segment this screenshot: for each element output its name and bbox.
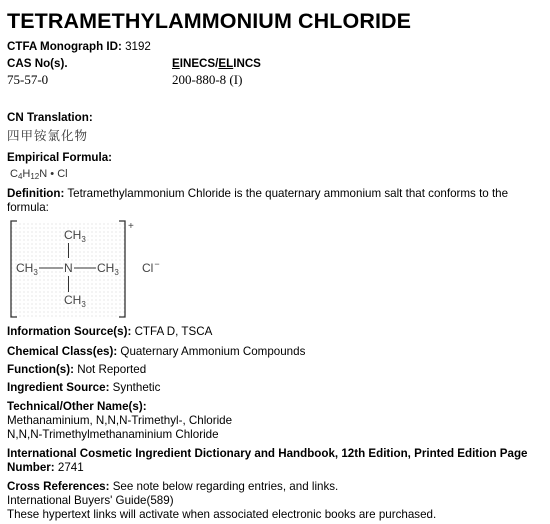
- left-methyl: $CH_3$: [16, 261, 38, 277]
- ingredient-source-row: [7, 381, 160, 395]
- cn-translation-label: CN Translation:: [7, 111, 93, 124]
- cross-references-value: See note below regarding entries, and links.: [112, 480, 339, 493]
- technical-name-item: N,N,N-Trimethylmethanaminium Chloride: [7, 428, 219, 441]
- monograph-id-row: [7, 40, 151, 54]
- einecs-value: 200-880-8 (I): [172, 72, 243, 87]
- functions-value: Not Reported: [77, 363, 147, 376]
- buyers-guide-link[interactable]: International Buyers' Guide(589): [7, 494, 174, 507]
- information-source-row: [7, 325, 212, 339]
- right-methyl: $CH_3$: [97, 261, 119, 277]
- functions-label: Function(s):: [7, 363, 74, 376]
- ingredient-source-value: Synthetic: [112, 381, 161, 394]
- empirical-formula-label: Empirical Formula:: [7, 151, 113, 164]
- information-source-value: CTFA D, TSCA: [134, 325, 213, 338]
- ingredient-source-label: Ingredient Source:: [7, 381, 110, 394]
- dictionary-label: International Cosmetic Ingredient Dictionary and Handbook, 12th Edition, Printed Edition Page: [7, 447, 528, 460]
- chemical-class-value: Quaternary Ammonium Compounds: [120, 345, 306, 358]
- bottom-methyl: $CH_3$: [64, 293, 86, 309]
- cation-charge: +: [128, 221, 134, 232]
- dictionary-number-value: 2741: [57, 461, 84, 474]
- definition-label: Definition:: [7, 187, 65, 200]
- top-methyl: $CH_3$: [64, 228, 86, 244]
- information-source-label: Information Source(s):: [7, 325, 132, 338]
- cas-value: 75-57-0: [7, 72, 49, 87]
- cas-label: CAS No(s).: [7, 57, 68, 70]
- monograph-id-value: 3192: [125, 40, 151, 53]
- cn-translation-value: 四甲铵氯化物: [7, 128, 89, 143]
- structural-formula: [7, 219, 207, 321]
- monograph-id-label: CTFA Monograph ID:: [7, 40, 122, 53]
- page-title: TETRAMETHYLAMMONIUM CHLORIDE: [7, 9, 412, 33]
- technical-name-item: Methanaminium, N,N,N-Trimethyl-, Chloride: [7, 414, 233, 427]
- cross-references-row: [7, 480, 338, 494]
- hypertext-note: These hypertext links will activate when associated electronic books are purchased.: [7, 508, 437, 521]
- functions-row: [7, 363, 146, 377]
- empirical-formula-value: $C_4H_{12}N$ • Cl: [10, 168, 68, 181]
- definition: [7, 187, 542, 214]
- dictionary-number-row: [7, 461, 84, 475]
- chloride-ion: Cl−: [142, 259, 160, 275]
- definition-text: Tetramethylammonium Chloride is the quaternary ammonium salt that conforms to the formula:: [7, 187, 509, 214]
- einecs-label: EINECS/ELINCS: [172, 57, 261, 70]
- nitrogen-atom: N: [64, 261, 73, 275]
- chemical-class-row: [7, 345, 305, 359]
- cross-references-label: Cross References:: [7, 480, 110, 493]
- technical-names-label: Technical/Other Name(s):: [7, 400, 147, 413]
- chemical-class-label: Chemical Class(es):: [7, 345, 118, 358]
- dictionary-number-label: Number:: [7, 461, 55, 474]
